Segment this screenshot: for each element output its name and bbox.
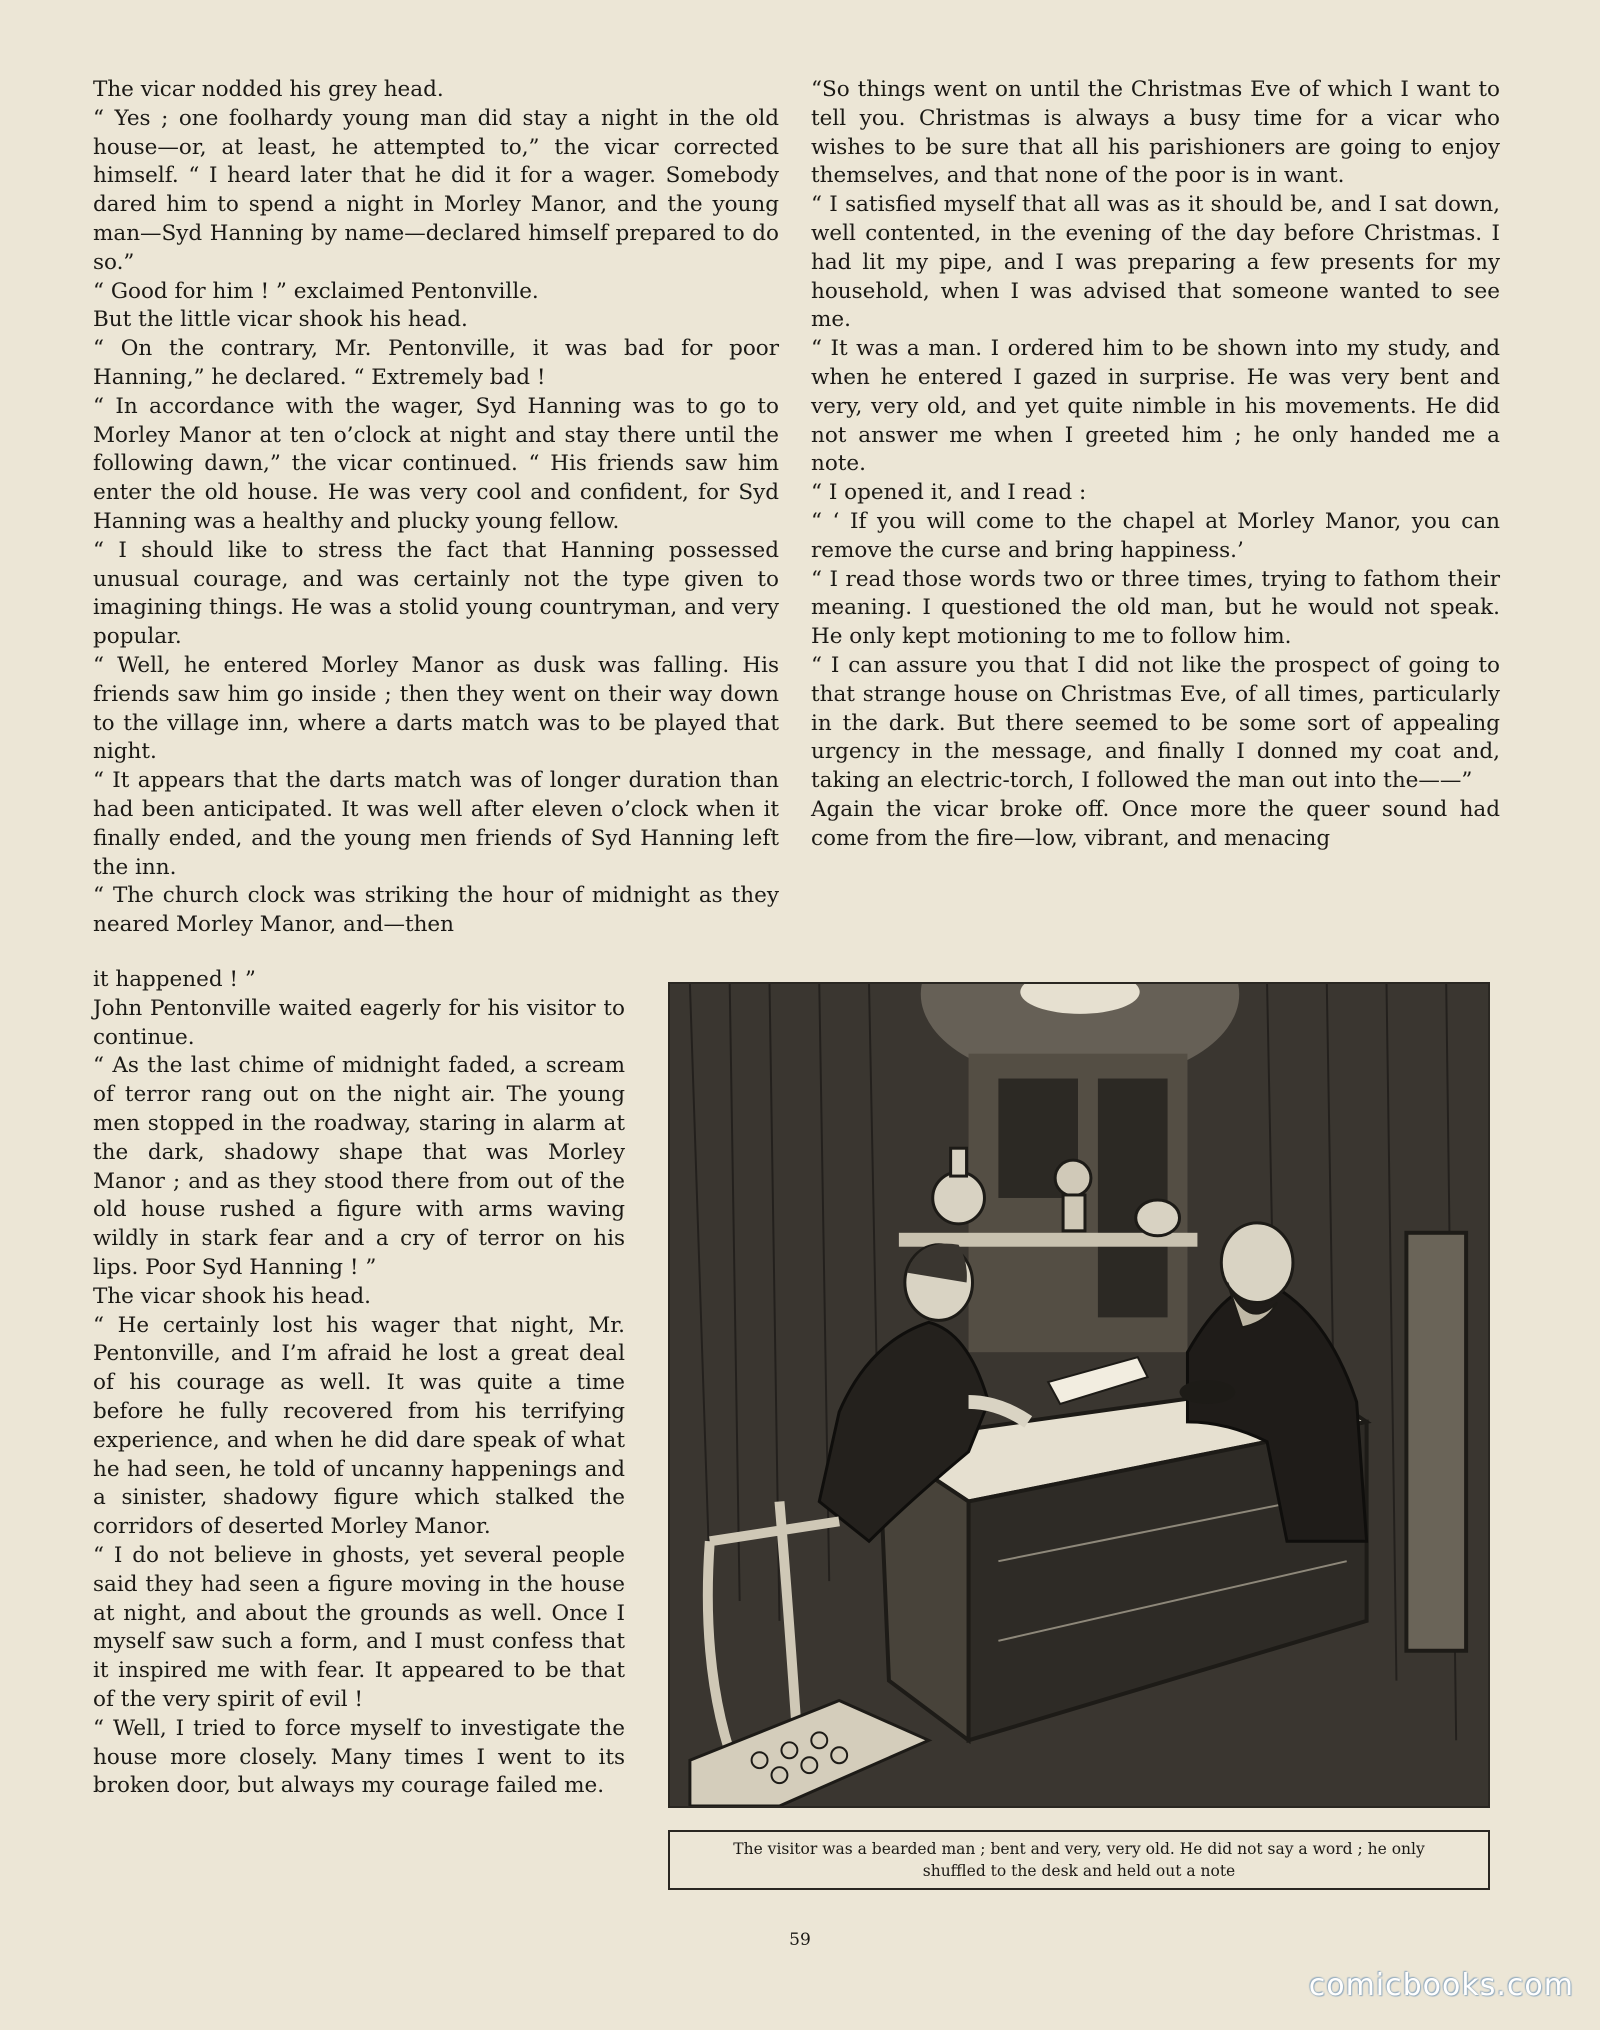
illustration-drawing [670,984,1488,1806]
paragraph: “ Yes ; one foolhardy young man did stay a night in the old house—or, at least, he attempted to,” the vicar corrected himself. “ I heard later that he did it for a wager. Somebody dared him to spend a night in Morley Manor, and the young man—Syd Hanning by name—declared himself prepared to do so.” [93,105,779,275]
right-column [811,76,1500,854]
illustration-caption: The visitor was a bearded man ; bent and very, very old. He did not say a word ; he only shuffled to the desk and held out a note [733,1840,1425,1880]
paragraph: “ I do not believe in ghosts, yet several people said they had seen a figure moving in the house at night, and about the grounds as well. Once I myself saw such a form, and I must confess that it inspired me with fear. It appeared to be that of the very spirit of evil ! [93,1542,625,1712]
paragraph: “ Good for him ! ” exclaimed Pentonville. [93,278,539,304]
left-column-bottom [93,966,625,1801]
paragraph: “ In accordance with the wager, Syd Hanning was to go to Morley Manor at ten o’clock at night and stay there until the following dawn,” the vicar continued. “ His friends saw him enter the old house. He was very cool and confident, for Syd Hanning was a healthy and plucky young fellow. [93,393,779,534]
paragraph: “ As the last chime of midnight faded, a scream of terror rang out on the night air. The young men stopped in the roadway, staring in alarm at the dark, shadowy shape that was Morley Manor ; and as they stood there from out of the old house rushed a figure with arms waving wildly in stark fear and a cry of terror on his lips. Poor Syd Hanning ! ” [93,1053,625,1280]
paragraph: “ The church clock was striking the hour of midnight as they neared Morley Manor, and—then [93,883,779,938]
paragraph: “ ‘ If you will come to the chapel at Morley Manor, you can remove the curse and bring happiness.’ [811,508,1500,563]
watermark: comicbooks.com [1308,1968,1574,2003]
story-illustration [668,982,1490,1808]
left-column-top [93,76,779,940]
paragraph: The vicar nodded his grey head. [93,77,444,102]
paragraph: “ It was a man. I ordered him to be shown into my study, and when he entered I gazed in surprise. He was very bent and very, very old, and yet quite nimble in his movements. He did not answer me when I greeted him ; he only handed me a note. [811,336,1500,477]
paragraph: “ He certainly lost his wager that night, Mr. Pentonville, and I’m afraid he lost a great deal of his courage as well. It was quite a time before he fully recovered from his terrifying experience, and when he did dare speak of what he had seen, he told of uncanny happenings and a sinister, shadowy figure which stalked the corridors of deserted Morley Manor. [93,1312,625,1540]
paragraph: The vicar shook his head. [93,1283,371,1309]
page-number: 59 [789,1930,811,1950]
paragraph: “ I satisfied myself that all was as it should be, and I sat down, well contented, in the evening of the day before Christmas. I had lit my pipe, and I was preparing a few presents for my household, when I was advised that someone wanted to see me. [811,192,1500,333]
paragraph: “ Well, I tried to force myself to investigate the house more closely. Many times I went to its broken door, but always my courage failed me. [93,1715,625,1799]
paragraph: Again the vicar broke off. Once more the queer sound had come from the fire—low, vibrant, and menacing [811,796,1500,851]
paragraph: But the little vicar shook his head. [93,307,468,333]
paragraph: “ It appears that the darts match was of longer duration than had been anticipated. It was well after eleven o’clock when it finally ended, and the young men friends of Syd Hanning left the inn. [93,768,779,880]
paragraph: “So things went on until the Christmas Eve of which I want to tell you. Christmas is always a busy time for a vicar who wishes to be sure that all his parishioners are going to enjoy themselves, and that none of the poor is in want. [811,77,1500,189]
paragraph: it happened ! ” [93,967,256,992]
paragraph: “ I opened it, and I read : [811,480,1087,506]
paragraph: “ I should like to stress the fact that Hanning possessed unusual courage, and was certainly not the type given to imagining things. He was a stolid young countryman, and very popular. [93,537,779,650]
paragraph: “ I read those words two or three times, trying to fathom their meaning. I questioned the old man, but he would not speak. He only kept motioning to me to follow him. [811,566,1500,650]
illustration-caption-box [668,1830,1490,1890]
paragraph: “ Well, he entered Morley Manor as dusk was falling. His friends saw him go inside ; then they went on their way down to the village inn, where a darts match was to be played that night. [93,652,779,765]
paragraph: “ I can assure you that I did not like the prospect of going to that strange house on Christmas Eve, of all times, particularly in the dark. But there seemed to be some sort of appealing urgency in the message, and finally I donned my coat and, taking an electric-torch, I followed the man out into the——” [811,652,1500,794]
paragraph: John Pentonville waited eagerly for his visitor to continue. [93,995,625,1050]
paragraph: “ On the contrary, Mr. Pentonville, it was bad for poor Hanning,” he declared. “ Extremely bad ! [93,336,779,390]
